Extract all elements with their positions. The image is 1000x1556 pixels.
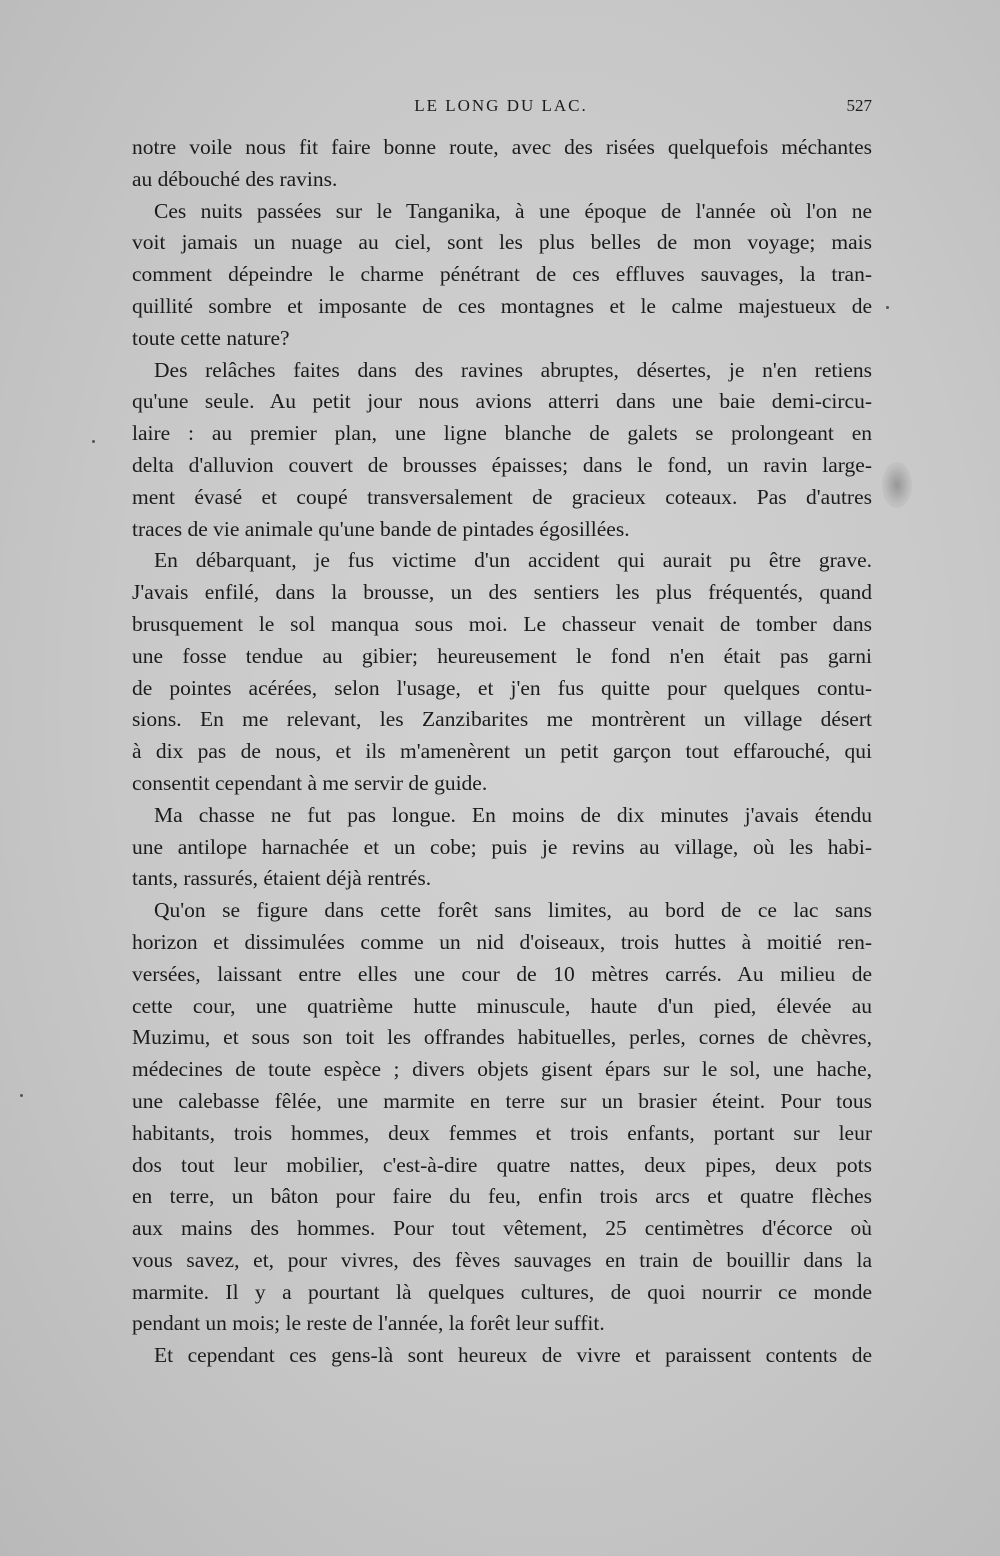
running-head [130,96,872,122]
text-line: delta d'alluvion couvert de brousses épaisses; dans le fond, un ravin large- [132,452,872,477]
paper-stain [882,462,912,508]
text-line: brusquement le sol manqua sous moi. Le chasseur venait de tomber dans [132,611,872,636]
text-line: vous savez, et, pour vivres, des fèves sauvages en train de bouillir dans la [132,1247,872,1272]
text-line: quillité sombre et imposante de ces montagnes et le calme majestueux de [132,293,872,318]
text-line: toute cette nature? [132,325,290,350]
body-text [132,132,872,1372]
text-line: Ces nuits passées sur le Tanganika, à une époque de l'année où l'on ne [154,198,872,223]
text-line: dos tout leur mobilier, c'est-à-dire quatre nattes, deux pipes, deux pots [132,1152,872,1177]
text-line: médecines de toute espèce ; divers objets gisent épars sur le sol, une hache, [132,1057,872,1082]
text-line: marmite. Il y a pourtant là quelques cultures, de quoi nourrir ce monde [132,1279,872,1304]
text-line: aux mains des hommes. Pour tout vêtement, 25 centimètres d'écorce où [132,1216,872,1241]
text-line: à dix pas de nous, et ils m'amenèrent un petit garçon tout effarouché, qui [132,739,872,764]
text-line: tants, rassurés, étaient déjà rentrés. [132,866,432,891]
paper-speck [20,1094,23,1097]
text-line: qu'une seule. Au petit jour nous avions atterri dans une baie demi-circu- [132,389,872,414]
paper-speck [886,306,889,309]
text-line: consentit cependant à me servir de guide. [132,770,488,795]
text-line: ment évasé et coupé transversalement de gracieux coteaux. Pas d'autres [132,484,872,509]
text-line: horizon et dissimulées comme un nid d'oiseaux, trois huttes à moitié ren- [132,929,872,954]
text-line: sions. En me relevant, les Zanzibarites me montrèrent un village désert [132,707,872,732]
text-line: traces de vie animale qu'une bande de pintades égosillées. [132,516,630,541]
page-number: 527 [846,96,872,115]
text-line: versées, laissant entre elles une cour de 10 mètres carrés. Au milieu de [132,961,872,986]
text-line: laire : au premier plan, une ligne blanche de galets se prolongeant en [132,421,872,446]
text-line: Des relâches faites dans des ravines abruptes, désertes, je n'en retiens [154,357,872,382]
text-line: au débouché des ravins. [132,166,338,191]
text-line: une fosse tendue au gibier; heureusement le fond n'en était pas garni [132,643,872,668]
text-line: Muzimu, et sous son toit les offrandes habituelles, perles, cornes de chèvres, [132,1025,872,1050]
text-line: Qu'on se figure dans cette forêt sans limites, au bord de ce lac sans [154,898,872,923]
paper-speck [92,440,95,443]
text-line: cette cour, une quatrième hutte minuscule, haute d'un pied, élevée au [132,993,872,1018]
text-line: en terre, un bâton pour faire du feu, enfin trois arcs et quatre flèches [132,1184,872,1209]
text-line: une calebasse fêlée, une marmite en terre sur un brasier éteint. Pour tous [132,1088,872,1113]
text-line: comment dépeindre le charme pénétrant de ces effluves sauvages, la tran- [132,262,872,287]
text-line: habitants, trois hommes, deux femmes et trois enfants, portant sur leur [132,1120,872,1145]
text-line: voit jamais un nuage au ciel, sont les plus belles de mon voyage; mais [132,230,872,255]
text-line: En débarquant, je fus victime d'un accident qui aurait pu être grave. [154,548,872,573]
text-line: de pointes acérées, selon l'usage, et j'en fus quitte pour quelques contu- [132,675,872,700]
text-line: une antilope harnachée et un cobe; puis je revins au village, où les habi- [132,834,872,859]
running-title: LE LONG DU LAC. [414,96,588,115]
text-line: Ma chasse ne fut pas longue. En moins de dix minutes j'avais étendu [154,802,872,827]
text-line: notre voile nous fit faire bonne route, avec des risées quelquefois méchantes [132,135,872,159]
text-line: pendant un mois; le reste de l'année, la forêt leur suffit. [132,1311,605,1336]
text-line: Et cependant ces gens-là sont heureux de vivre et paraissent contents de [154,1343,872,1368]
text-line: J'avais enfilé, dans la brousse, un des sentiers les plus fréquentés, quand [132,580,872,605]
